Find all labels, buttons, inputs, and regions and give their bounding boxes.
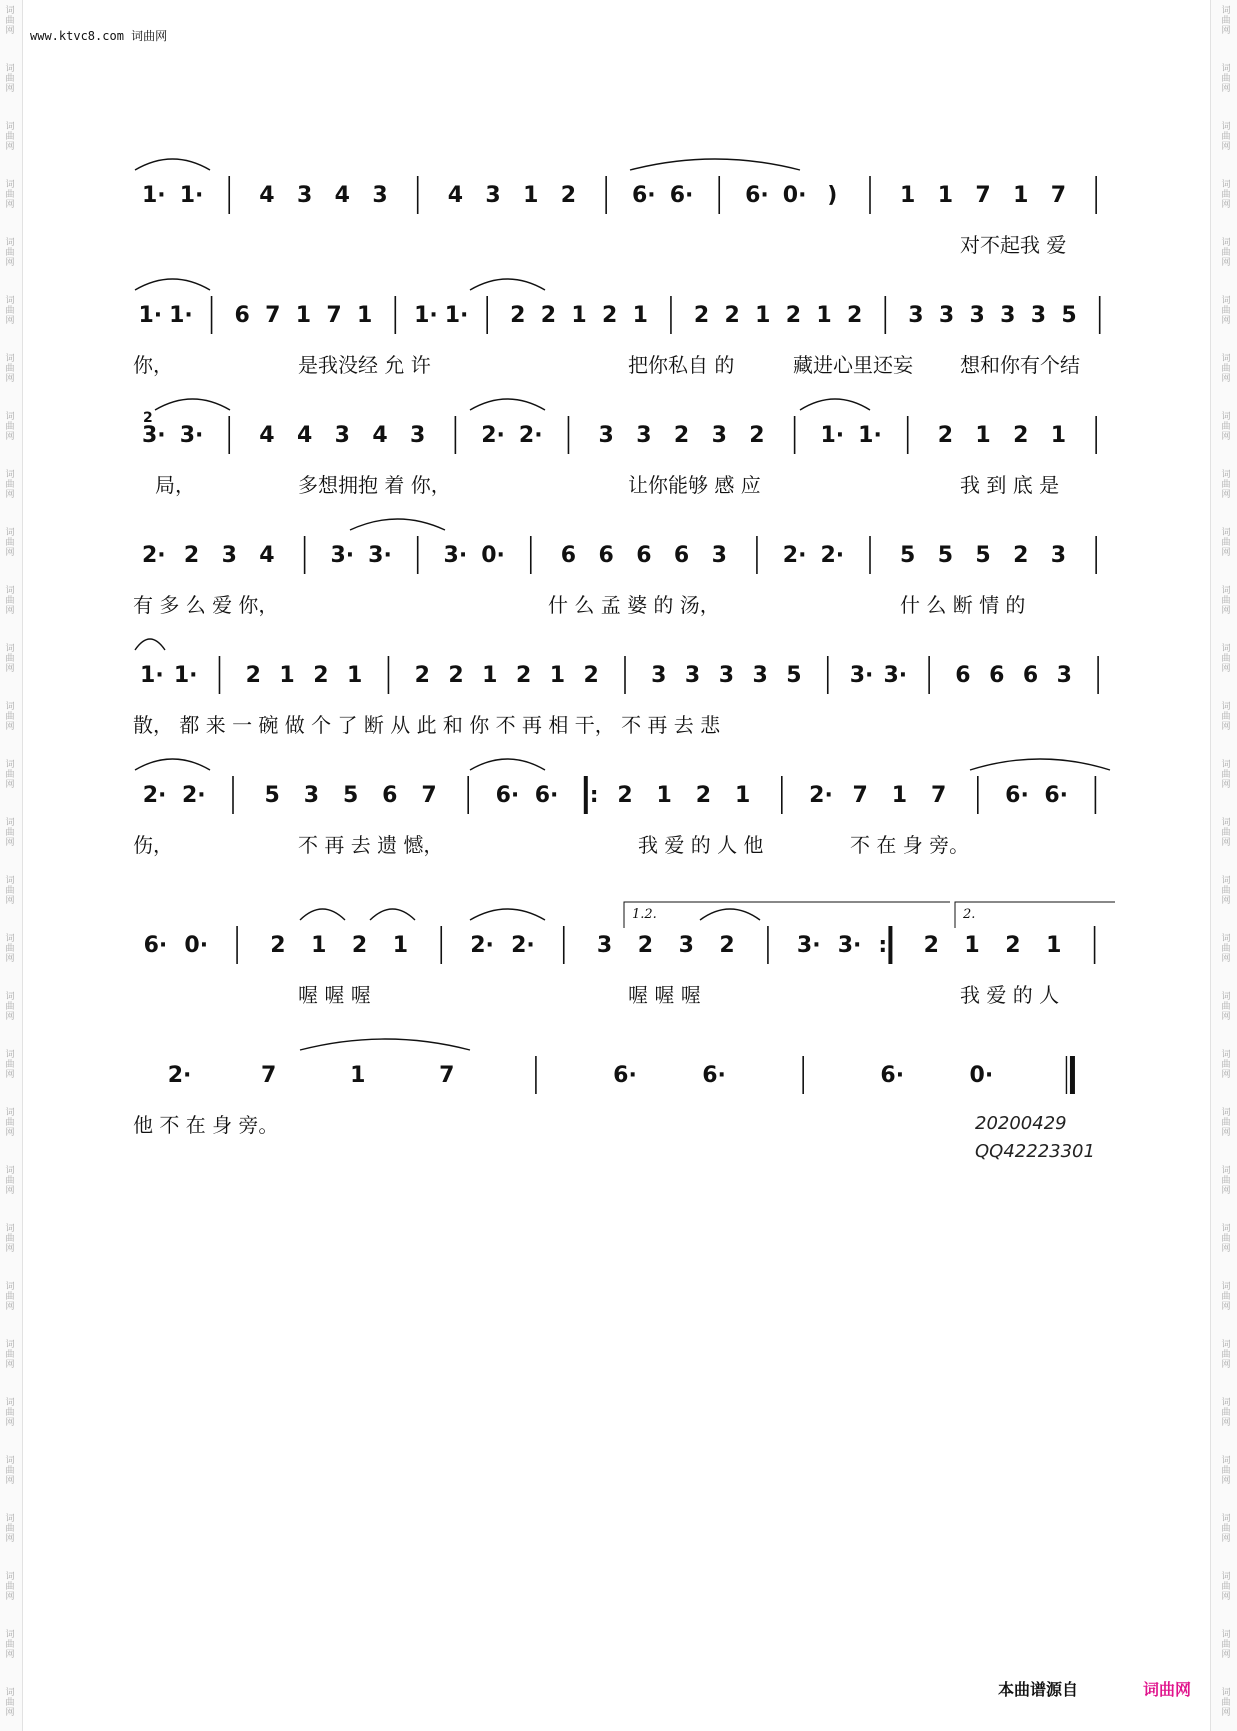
note: 6· — [745, 183, 769, 208]
watermark-text: 词 曲 网 — [1221, 702, 1231, 732]
watermark-text: 词 曲 网 — [5, 1224, 15, 1254]
site-url-header[interactable]: www.ktvc8.com 词曲网 — [30, 29, 168, 43]
watermark-text: 词 曲 网 — [5, 122, 15, 152]
note: 3 — [1000, 303, 1016, 328]
lyric-line: 多想拥抱 着 你， — [298, 473, 451, 497]
watermark-text: 词 曲 网 — [1221, 760, 1231, 790]
note: 3· — [443, 543, 468, 568]
watermark-text: 词 曲 网 — [5, 1398, 15, 1428]
note: 1 — [656, 783, 672, 808]
note: 2 — [617, 783, 633, 808]
note: 6· — [632, 183, 656, 208]
lyric-line: 把你私自 的 — [628, 353, 735, 377]
note: 7 — [421, 783, 437, 808]
note: 7 — [439, 1063, 455, 1088]
note: 4 — [334, 183, 350, 208]
note: 5 — [264, 783, 280, 808]
note: 6· — [669, 183, 694, 208]
watermark-text: 词 曲 网 — [1221, 296, 1231, 326]
note: 3 — [711, 543, 727, 568]
note: 1 — [311, 933, 327, 958]
watermark-text: 词 曲 网 — [1221, 934, 1231, 964]
note: 1 — [1046, 933, 1062, 958]
note: 1 — [964, 933, 980, 958]
note: 3 — [684, 663, 701, 688]
watermark-text: 词 曲 网 — [5, 818, 15, 848]
first-ending-label: 1.2. — [632, 907, 657, 922]
watermark-text: 词 曲 网 — [1221, 1514, 1231, 1544]
lyric-line: 他 不 在 身 旁。 — [133, 1113, 279, 1137]
watermark-text: 词 曲 网 — [5, 238, 15, 268]
note: 2 — [749, 423, 765, 448]
note: 3 — [1050, 543, 1067, 568]
note: 1 — [350, 1063, 366, 1088]
note: 2· — [142, 543, 166, 568]
note: 5 — [900, 543, 916, 568]
lyric-line: 藏进心里还妄 — [793, 353, 913, 377]
note: 3 — [1056, 663, 1072, 688]
note: 1 — [900, 183, 916, 208]
note: 3 — [485, 183, 501, 208]
note: 5 — [342, 783, 359, 808]
note: 1 — [755, 303, 771, 328]
note: 3· — [849, 663, 874, 688]
watermark-text: 词 曲 网 — [1221, 180, 1231, 210]
note: 3· — [796, 933, 821, 958]
note: 1· — [414, 303, 438, 328]
note: 2 — [1013, 423, 1029, 448]
lyric-line: 是我没经 允 许 — [298, 353, 431, 377]
note: 1· — [140, 663, 164, 688]
watermark-text: 词 曲 网 — [5, 1630, 15, 1660]
slur — [300, 909, 345, 920]
watermark-text: 词 曲 网 — [1221, 412, 1231, 442]
arranger-qq: QQ42223301 — [975, 1141, 1095, 1162]
note: 7 — [260, 1063, 277, 1088]
note: 2 — [515, 663, 532, 688]
note: 2 — [245, 663, 261, 688]
watermark-text: 词 曲 网 — [1221, 1456, 1231, 1486]
note: 6 — [1022, 663, 1039, 688]
note: 6· — [534, 783, 559, 808]
note: 4 — [259, 543, 275, 568]
grace-note: 2 — [143, 410, 153, 426]
watermark-text: 词 曲 网 — [5, 876, 15, 906]
watermark-text: 词 曲 网 — [5, 528, 15, 558]
note: 2 — [785, 303, 802, 328]
note: 0· — [969, 1063, 994, 1088]
note: 2· — [470, 933, 494, 958]
note: 2 — [693, 303, 710, 328]
slur — [800, 399, 870, 410]
note: 2 — [583, 663, 599, 688]
watermark-text: 词 曲 网 — [5, 1166, 15, 1196]
note: 3 — [598, 423, 614, 448]
note: 1 — [1013, 183, 1029, 208]
watermark-text: 词 曲 网 — [1221, 1282, 1231, 1312]
first-ending-bracket — [624, 902, 950, 928]
note: 1 — [1050, 423, 1067, 448]
note: 1· — [444, 303, 469, 328]
note: 5 — [975, 543, 991, 568]
note: 3 — [969, 303, 985, 328]
note: 6 — [560, 543, 577, 568]
lyric-line: 什 么 孟 婆 的 汤， — [548, 593, 720, 617]
note: 2· — [181, 783, 206, 808]
note: 1· — [142, 183, 166, 208]
note: 2 — [510, 303, 526, 328]
note: 2 — [937, 423, 954, 448]
watermark-text: 词 曲 网 — [5, 1282, 15, 1312]
note: 3 — [596, 933, 613, 958]
note: 1 — [975, 423, 991, 448]
note: 6· — [495, 783, 520, 808]
note: 1· — [179, 183, 204, 208]
note: 1 — [549, 663, 566, 688]
note: 2 — [560, 183, 577, 208]
watermark-text: 词 曲 网 — [1221, 470, 1231, 500]
note: 6 — [955, 663, 971, 688]
note: 2 — [448, 663, 464, 688]
watermark-text: 词 曲 网 — [5, 1514, 15, 1544]
note: 2· — [511, 933, 535, 958]
note: 1· — [169, 303, 193, 328]
slur — [700, 909, 760, 920]
watermark-text: 词 曲 网 — [1221, 1108, 1231, 1138]
note: 1 — [734, 783, 751, 808]
watermark-text: 词 曲 网 — [5, 470, 15, 500]
note: 1 — [632, 303, 648, 328]
note: 3· — [883, 663, 908, 688]
slur — [300, 1039, 470, 1050]
note: 7 — [975, 183, 991, 208]
note: 3 — [718, 663, 735, 688]
slur — [135, 159, 210, 170]
note: 1 — [392, 933, 409, 958]
note: 6· — [143, 933, 168, 958]
note: 2· — [481, 423, 505, 448]
note: 2· — [820, 543, 845, 568]
watermark-text: 词 曲 网 — [1221, 1340, 1231, 1370]
watermark-text: 词 曲 网 — [5, 412, 15, 442]
note: 3 — [636, 423, 652, 448]
note: 6 — [636, 543, 652, 568]
note: 3 — [678, 933, 694, 958]
watermark-text: 词 曲 网 — [1221, 354, 1231, 384]
lyric-line: 我 爱 的 人 他 — [638, 833, 764, 857]
watermark-text: 词 曲 网 — [1221, 818, 1231, 848]
note: 2 — [270, 933, 286, 958]
note: 3· — [368, 543, 392, 568]
note: 3· — [330, 543, 355, 568]
note: 2 — [637, 933, 654, 958]
note: 6 — [234, 303, 250, 328]
note: 2· — [142, 783, 167, 808]
lyric-line: 伤， — [133, 833, 173, 857]
note: 2 — [923, 933, 939, 958]
note: 2 — [1005, 933, 1021, 958]
note: 4 — [296, 423, 313, 448]
note: 6· — [1005, 783, 1029, 808]
note: 3 — [410, 423, 426, 448]
note: 2 — [724, 303, 740, 328]
brand-link[interactable]: 词曲网 — [1143, 1680, 1192, 1699]
note: 7 — [326, 303, 342, 328]
note: 2· — [167, 1063, 192, 1088]
lyric-line: 散， 都 来 一 碗 做 个 了 断 从 此 和 你 不 再 相 干， 不 再 去 悲 — [133, 713, 721, 737]
note: 4 — [259, 183, 275, 208]
lyric-line: 局， — [155, 473, 195, 497]
watermark-text: 词 曲 网 — [5, 702, 15, 732]
note: 1 — [346, 663, 363, 688]
slur — [350, 519, 445, 530]
lyric-line: 让你能够 感 应 — [628, 473, 761, 497]
note: 1· — [138, 303, 163, 328]
note: 1 — [357, 303, 373, 328]
watermark-text: 词 曲 网 — [1221, 1572, 1231, 1602]
note: 7 — [930, 783, 947, 808]
watermark-text: 词 曲 网 — [1221, 992, 1231, 1022]
note: 1 — [816, 303, 832, 328]
arranger-date: 20200429 — [975, 1113, 1067, 1134]
lyric-line: 什 么 断 情 的 — [900, 593, 1026, 617]
watermark-text: 词 曲 网 — [5, 586, 15, 616]
note: 3 — [938, 303, 955, 328]
note: 1 — [891, 783, 908, 808]
note: 2 — [414, 663, 430, 688]
watermark-text: 词 曲 网 — [1221, 586, 1231, 616]
note: ) — [827, 183, 838, 208]
note: 6· — [880, 1063, 905, 1088]
note: 3 — [334, 423, 350, 448]
lyric-line: 不 在 身 旁。 — [850, 833, 970, 857]
watermark-text: 词 曲 网 — [1221, 876, 1231, 906]
watermark-text: 词 曲 网 — [5, 1050, 15, 1080]
note: 0· — [184, 933, 209, 958]
note: 2 — [847, 303, 863, 328]
watermark-text: 词 曲 网 — [1221, 238, 1231, 268]
lyric-line: 你， — [133, 353, 173, 377]
watermark-text: 词 曲 网 — [5, 6, 15, 36]
note: 2 — [313, 663, 329, 688]
lyric-line: 喔 喔 喔 — [298, 983, 371, 1007]
lyric-line: 喔 喔 喔 — [628, 983, 701, 1007]
note: 3 — [372, 183, 388, 208]
watermark-text: 词 曲 网 — [5, 1108, 15, 1138]
note: 2 — [719, 933, 735, 958]
note: 2 — [602, 303, 618, 328]
lyric-line: 对不起我 爱 — [960, 233, 1067, 257]
repeat-dots: : — [589, 783, 599, 808]
watermark-text: 词 曲 网 — [1221, 1630, 1231, 1660]
watermark-text: 词 曲 网 — [1221, 1050, 1231, 1080]
repeat-dots: : — [878, 933, 888, 958]
watermark-text: 词 曲 网 — [1221, 1688, 1231, 1718]
slur — [970, 759, 1110, 770]
slur — [470, 909, 545, 920]
note: 1· — [820, 423, 845, 448]
watermark-text: 词 曲 网 — [5, 1456, 15, 1486]
note: 3 — [752, 663, 768, 688]
note: 3· — [142, 423, 166, 448]
note: 2 — [351, 933, 368, 958]
note: 1· — [173, 663, 198, 688]
note: 3 — [221, 543, 237, 568]
note: 2 — [695, 783, 712, 808]
note: 3 — [711, 423, 727, 448]
note: 3· — [179, 423, 204, 448]
note: 5 — [786, 663, 802, 688]
note: 4 — [259, 423, 275, 448]
watermark-text: 词 曲 网 — [5, 934, 15, 964]
slur — [470, 399, 545, 410]
second-ending-label: 2. — [963, 907, 976, 922]
note: 0· — [481, 543, 505, 568]
watermark-text: 词 曲 网 — [5, 992, 15, 1022]
watermark-text: 词 曲 网 — [1221, 1224, 1231, 1254]
note: 3 — [296, 183, 313, 208]
watermark-text: 词 曲 网 — [5, 64, 15, 94]
note: 1 — [279, 663, 295, 688]
note: 3 — [303, 783, 320, 808]
note: 6 — [598, 543, 614, 568]
note: 1 — [523, 183, 539, 208]
note: 5 — [1061, 303, 1077, 328]
note: 4 — [447, 183, 464, 208]
slur — [135, 279, 210, 290]
watermark-text: 词 曲 网 — [1221, 122, 1231, 152]
watermark-text: 词 曲 网 — [1221, 644, 1231, 674]
watermark-text: 词 曲 网 — [1221, 1398, 1231, 1428]
note: 3 — [651, 663, 667, 688]
note: 7 — [265, 303, 281, 328]
slur — [155, 399, 230, 410]
note: 6· — [1044, 783, 1069, 808]
note: 2· — [809, 783, 833, 808]
note: 0· — [782, 183, 807, 208]
note: 4 — [372, 423, 388, 448]
note: 5 — [937, 543, 954, 568]
note: 2 — [183, 543, 200, 568]
note: 1 — [482, 663, 498, 688]
watermark-text: 词 曲 网 — [5, 644, 15, 674]
lyric-line: 想和你有个结 — [960, 353, 1080, 377]
note: 6· — [702, 1063, 726, 1088]
note: 2· — [782, 543, 807, 568]
note: 1 — [937, 183, 954, 208]
slur — [135, 639, 165, 650]
watermark-text: 词 曲 网 — [5, 1340, 15, 1370]
lyric-line: 不 再 去 遗 憾， — [298, 833, 444, 857]
lyric-line: 我 到 底 是 — [960, 473, 1060, 497]
watermark-text: 词 曲 网 — [1221, 1166, 1231, 1196]
slur — [470, 279, 545, 290]
note: 2 — [1013, 543, 1029, 568]
note: 6 — [382, 783, 398, 808]
lyric-line: 有 多 么 爱 你， — [133, 593, 279, 617]
note: 2· — [518, 423, 543, 448]
watermark-text: 词 曲 网 — [5, 760, 15, 790]
second-ending-bracket — [955, 902, 1115, 928]
note: 3 — [1030, 303, 1047, 328]
watermark-text: 词 曲 网 — [1221, 6, 1231, 36]
note: 1 — [571, 303, 587, 328]
note: 2 — [540, 303, 557, 328]
source-label: 本曲谱源自 — [998, 1680, 1079, 1699]
watermark-text: 词 曲 网 — [1221, 64, 1231, 94]
note: 6 — [989, 663, 1005, 688]
lyric-line: 我 爱 的 人 — [960, 983, 1060, 1007]
note: 6· — [613, 1063, 637, 1088]
note: 7 — [852, 783, 868, 808]
note: 6 — [673, 543, 690, 568]
note: 7 — [1050, 183, 1067, 208]
watermark-text: 词 曲 网 — [5, 354, 15, 384]
slur — [470, 759, 545, 770]
slur — [630, 159, 800, 170]
note: 1 — [295, 303, 312, 328]
watermark-text: 词 曲 网 — [5, 296, 15, 326]
note: 2 — [673, 423, 690, 448]
slur — [370, 909, 415, 920]
note: 3· — [837, 933, 862, 958]
watermark-text: 词 曲 网 — [5, 180, 15, 210]
watermark-text: 词 曲 网 — [5, 1572, 15, 1602]
watermark-text: 词 曲 网 — [5, 1688, 15, 1718]
note: 1· — [858, 423, 882, 448]
slur — [135, 759, 210, 770]
note: 3 — [908, 303, 924, 328]
watermark-text: 词 曲 网 — [1221, 528, 1231, 558]
